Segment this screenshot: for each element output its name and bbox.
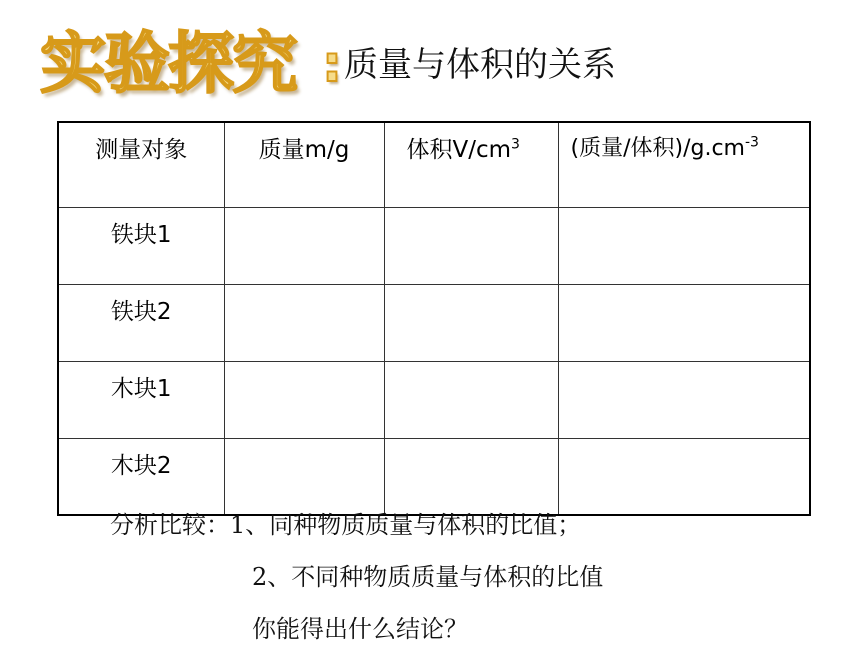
cell-ratio	[558, 438, 810, 515]
cell-ratio	[558, 284, 810, 361]
header-volume: 体积$V/cm^3$	[384, 122, 558, 207]
table-row	[58, 207, 810, 284]
cell-object: 木块2	[58, 438, 224, 515]
cell-object: 木块1	[58, 361, 224, 438]
conclusion-line-2: 2、不同种物质质量与体积的比值	[252, 563, 604, 591]
table-header-row	[58, 122, 810, 207]
cell-object: 铁块1	[58, 207, 224, 284]
cell-mass	[224, 438, 384, 515]
cell-ratio	[558, 361, 810, 438]
conclusion-line-3: 你能得出什么结论？	[252, 615, 468, 643]
title-colon: :	[322, 35, 342, 93]
header-object: 测量对象	[58, 122, 224, 207]
conclusion-line-1: 分析比较：1、同种物质质量与体积的比值；	[110, 511, 582, 539]
cell-volume	[384, 361, 558, 438]
title-subtitle: 质量与体积的关系	[344, 44, 616, 85]
cell-volume	[384, 438, 558, 515]
cell-mass	[224, 361, 384, 438]
cell-mass	[224, 207, 384, 284]
table-row	[58, 284, 810, 361]
table-row	[58, 438, 810, 515]
header-ratio: (质量/体积)$/g.cm^{-3}$	[558, 122, 810, 207]
title-area	[40, 24, 616, 104]
cell-mass	[224, 284, 384, 361]
cell-volume	[384, 207, 558, 284]
measurement-table	[57, 121, 811, 516]
cell-ratio	[558, 207, 810, 284]
cell-volume	[384, 284, 558, 361]
title-main: 实验探究	[40, 25, 296, 102]
header-mass: 质量m/g	[224, 122, 384, 207]
cell-object: 铁块2	[58, 284, 224, 361]
table-row	[58, 361, 810, 438]
